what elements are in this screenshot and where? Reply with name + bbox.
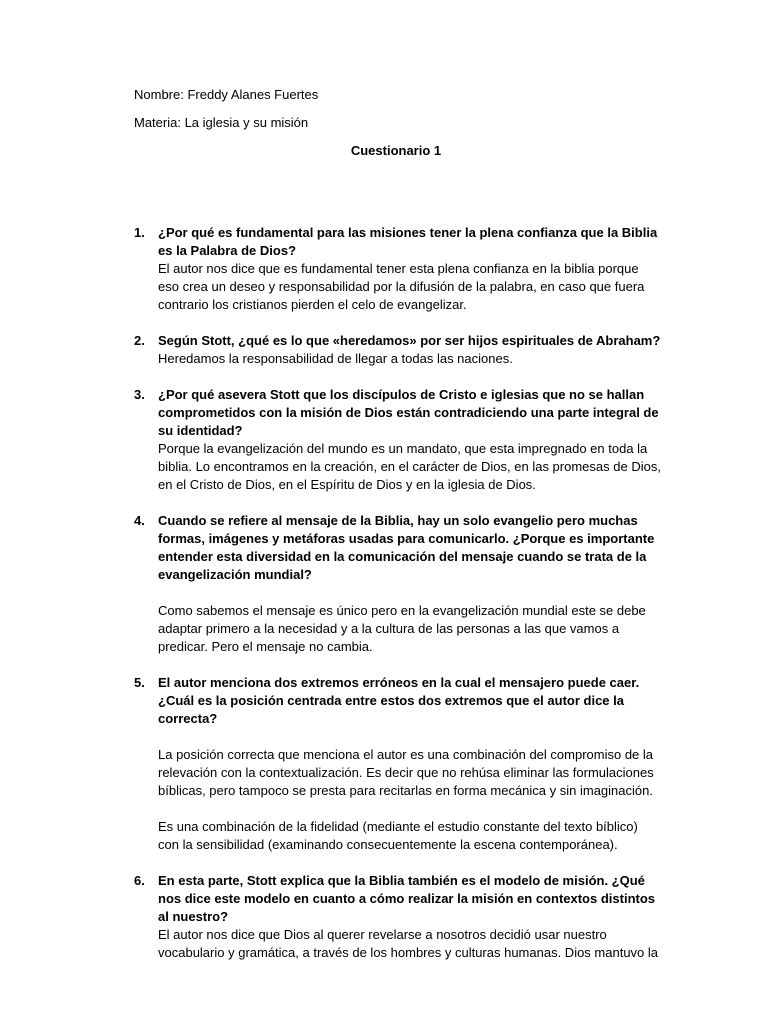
question-item: [134, 512, 662, 656]
answer-text: Heredamos la responsabilidad de llegar a todas las naciones.: [158, 351, 513, 366]
question-item: [134, 872, 662, 962]
question-text: ¿Por qué asevera Stott que los discípulos de Cristo e iglesias que no se hallan comprometidos con la misión de Dios están contradiciendo una parte integral de su identidad?: [158, 387, 659, 438]
page-title: Cuestionario 1: [350, 143, 442, 158]
question-text: Según Stott, ¿qué es lo que «heredamos» por ser hijos espirituales de Abraham?: [158, 333, 661, 348]
question-list: [134, 224, 662, 962]
subject-line: Materia: La iglesia y su misión: [134, 115, 309, 130]
answer-text: Como sabemos el mensaje es único pero en la evangelización mundial este se debe adaptar primero a la necesidad y a la cultura de las personas a las que vamos a predicar. Pero el mensaje no cambia.: [158, 603, 646, 654]
question-item: [134, 674, 662, 854]
question-number: 6.: [134, 873, 145, 888]
question-text: En esta parte, Stott explica que la Biblia también es el modelo de misión. ¿Qué nos dice este modelo en cuanto a cómo realizar la misión en contextos distintos al nuestro?: [158, 873, 656, 924]
answer-text: Es una combinación de la fidelidad (mediante el estudio constante del texto bíblico) con la sensibilidad (examinando consecuentemente la escena contemporánea).: [158, 819, 638, 852]
answer-text: Porque la evangelización del mundo es un mandato, que esta impregnado en toda la biblia. Lo encontramos en la creación, en el carácter de Dios, en las promesas de Dios, en el Cristo de Dios, en el Espíritu de Dios y en la iglesia de Dios.: [158, 441, 661, 492]
question-text: Cuando se refiere al mensaje de la Biblia, hay un solo evangelio pero muchas formas, imágenes y metáforas usadas para comunicarlo. ¿Porque es importante entender esta diversidad en la comunicación del mensaje cuando se trata de la evangelización mundial?: [158, 513, 655, 582]
question-item: [134, 332, 662, 368]
answer-text: El autor nos dice que es fundamental tener esta plena confianza en la biblia porque eso crea un deseo y responsabilidad por la difusión de la palabra, en caso que fuera contrario los cristianos pierden el celo de evangelizar.: [158, 261, 645, 312]
answer-text: El autor nos dice que Dios al querer revelarse a nosotros decidió usar nuestro vocabulario y gramática, a través de los hombres y culturas humanas. Dios mantuvo la: [158, 927, 659, 960]
question-text: ¿Por qué es fundamental para las misiones tener la plena confianza que la Biblia es la Palabra de Dios?: [158, 225, 658, 258]
question-number: 5.: [134, 675, 145, 690]
question-number: 1.: [134, 225, 145, 240]
student-name: Nombre: Freddy Alanes Fuertes: [134, 87, 319, 102]
question-item: [134, 386, 662, 494]
question-number: 3.: [134, 387, 145, 402]
question-text: El autor menciona dos extremos erróneos en la cual el mensajero puede caer. ¿Cuál es la posición centrada entre estos dos extremos que el autor dice la correcta?: [158, 675, 640, 726]
question-number: 4.: [134, 513, 145, 528]
question-item: [134, 224, 662, 314]
question-number: 2.: [134, 333, 145, 348]
answer-text: La posición correcta que menciona el autor es una combinación del compromiso de la relevación con la contextualización. Es decir que no rehúsa eliminar las formulaciones bíblicas, pero tampoco se presta para recitarlas en forma mecánica y sin imaginación.: [158, 747, 654, 798]
